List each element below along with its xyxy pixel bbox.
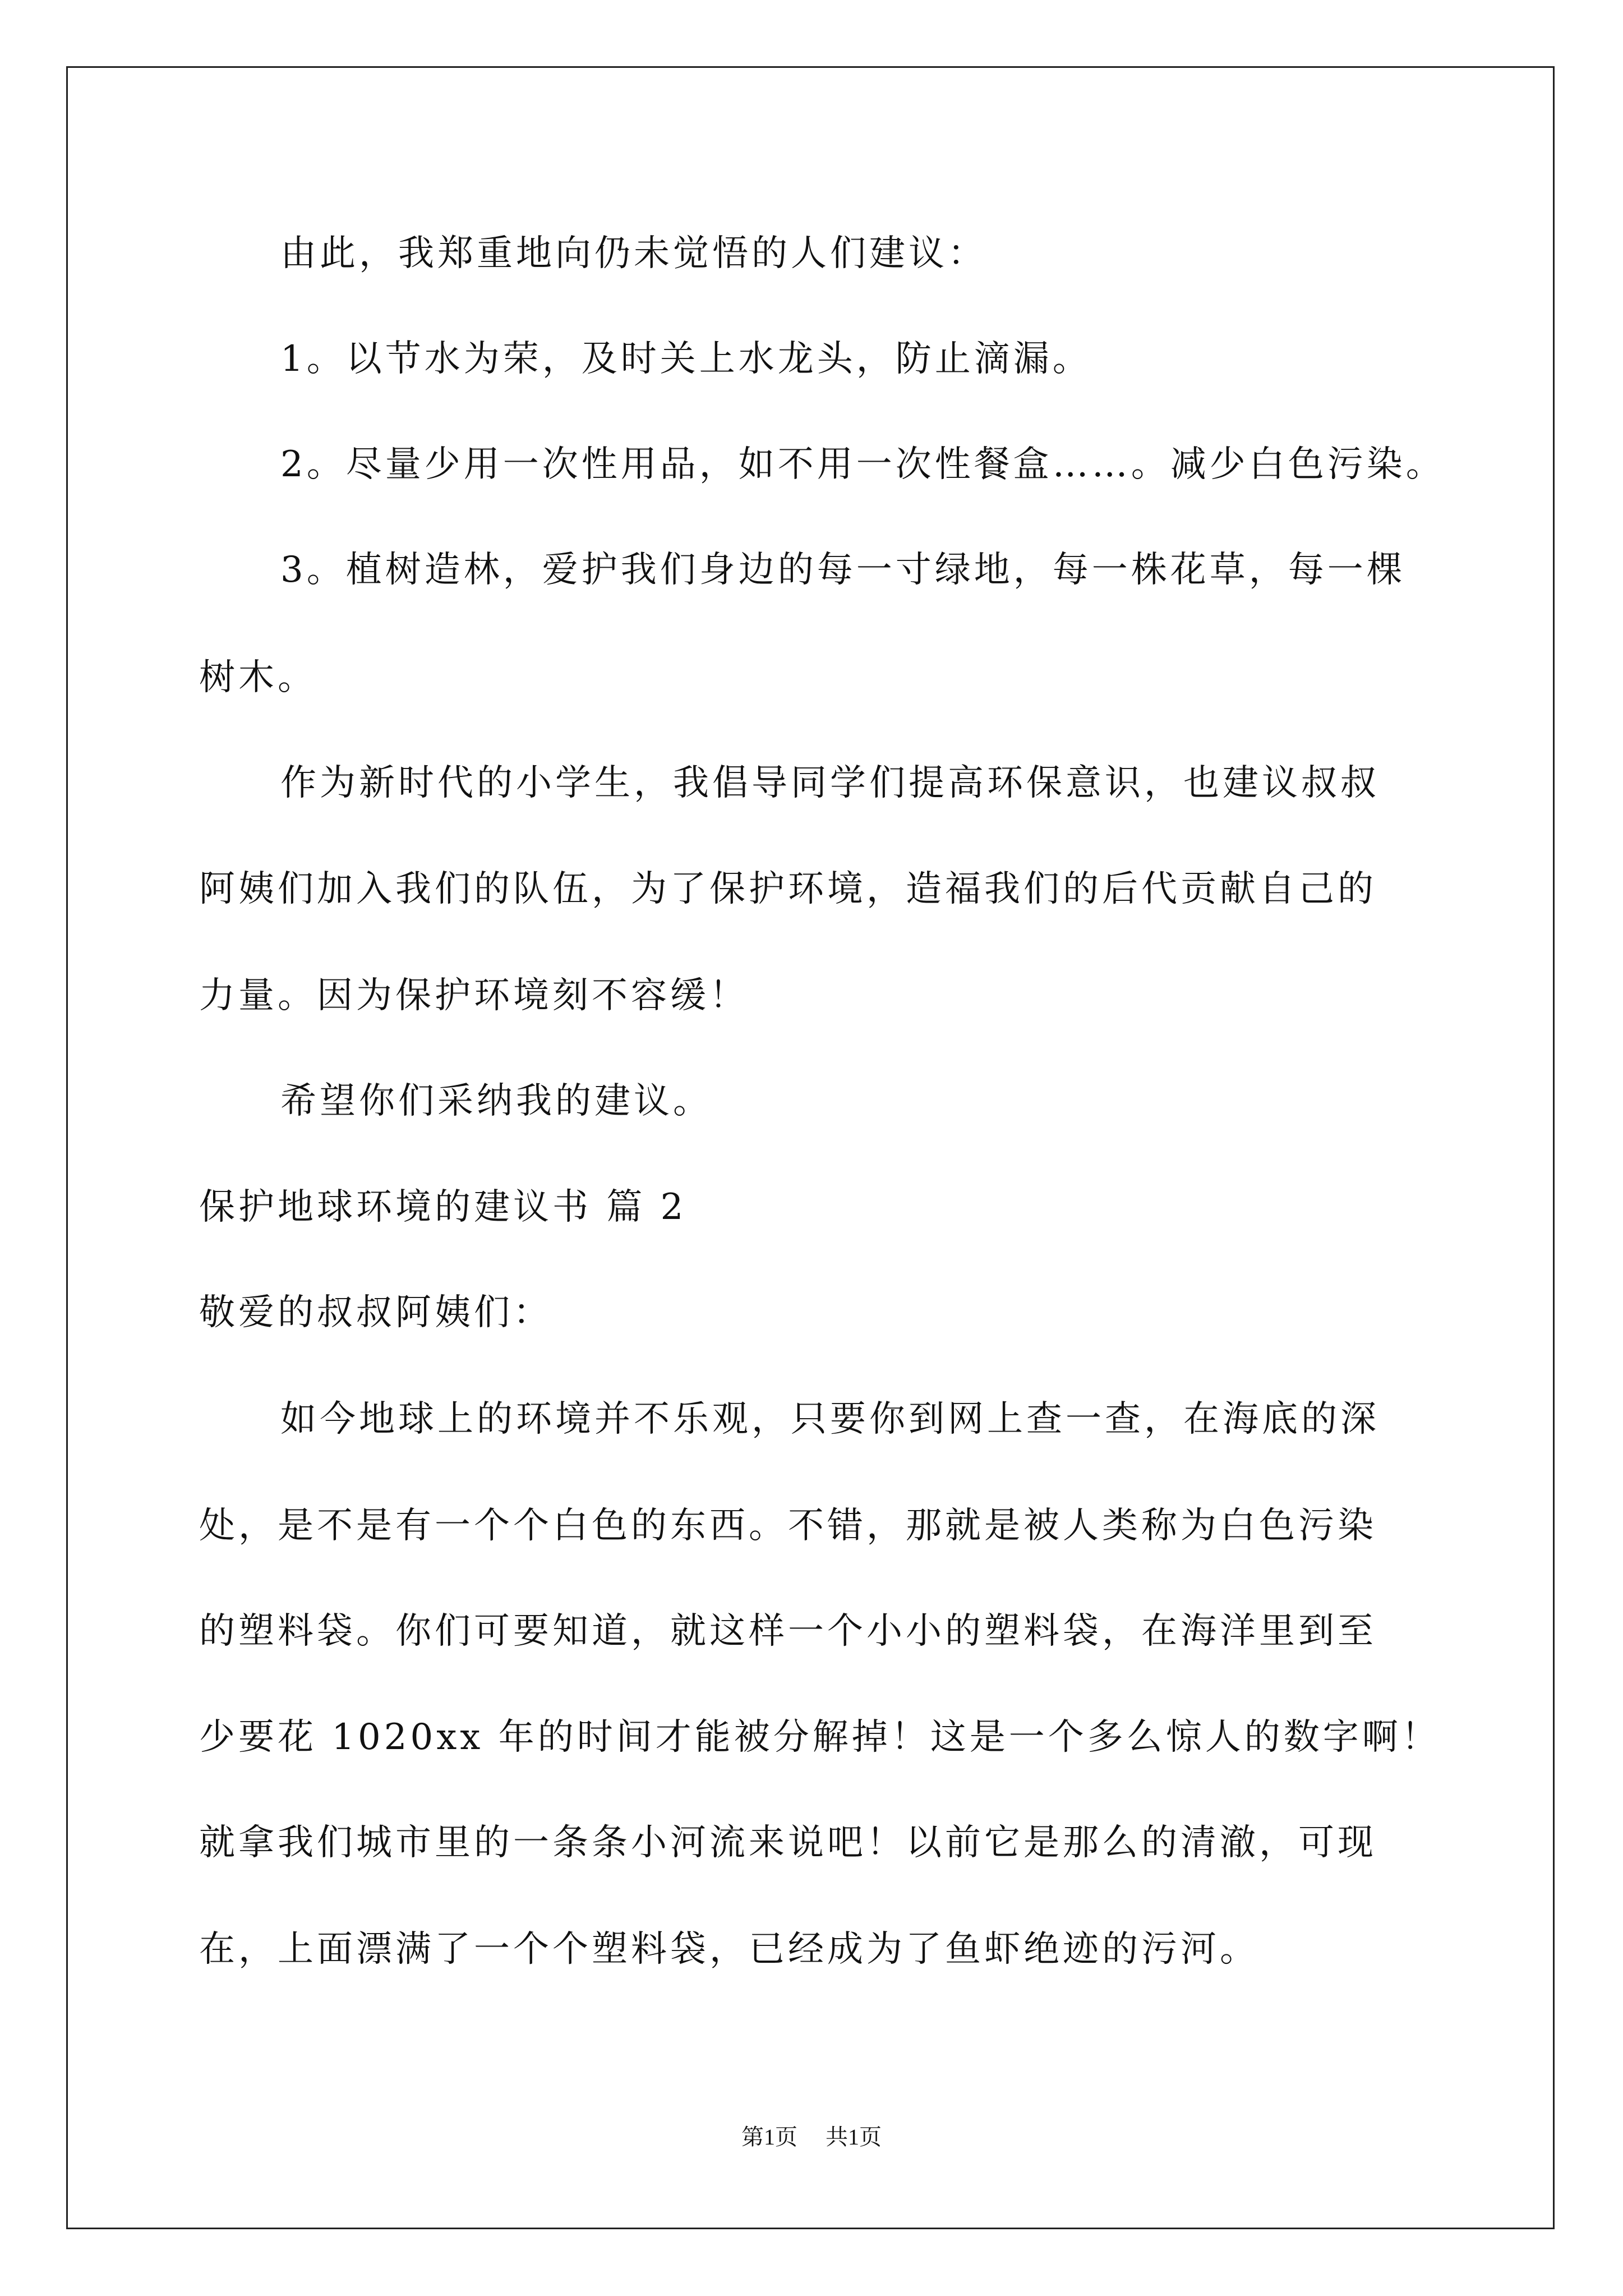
paragraph-line: 2。尽量少用一次性用品，如不用一次性餐盒……。减少白色污染。	[280, 444, 1445, 485]
paragraph-line: 由此，我郑重地向仍未觉悟的人们建议：	[280, 233, 987, 274]
paragraph-line: 3。植树造林，爱护我们身边的每一寸绿地，每一株花草，每一棵	[280, 549, 1406, 591]
salutation: 敬爱的叔叔阿姨们：	[199, 1292, 552, 1333]
paragraph-line: 树木。	[199, 657, 317, 698]
section-heading: 保护地球环境的建议书 篇 2	[199, 1186, 687, 1228]
paragraph-line: 处，是不是有一个个白色的东西。不错，那就是被人类称为白色污染	[199, 1505, 1377, 1547]
page-number: 第1页	[741, 2124, 797, 2150]
paragraph-line: 在，上面漂满了一个个塑料袋，已经成为了鱼虾绝迹的污河。	[199, 1929, 1259, 1970]
paragraph-line: 的塑料袋。你们可要知道，就这样一个小小的塑料袋，在海洋里到至	[199, 1611, 1377, 1652]
paragraph-line: 阿姨们加入我们的队伍，为了保护环境，造福我们的后代贡献自己的	[199, 868, 1377, 910]
paragraph-line: 1。以节水为荣，及时关上水龙头，防止滴漏。	[280, 338, 1092, 380]
page-footer	[0, 2123, 1623, 2151]
paragraph-line: 就拿我们城市里的一条条小河流来说吧！以前它是那么的清澈，可现	[199, 1822, 1377, 1864]
paragraph-line: 作为新时代的小学生，我倡导同学们提高环保意识，也建议叔叔	[280, 762, 1380, 804]
paragraph-line: 力量。因为保护环境刻不容缓！	[199, 975, 749, 1016]
page-border	[66, 66, 1555, 2229]
page-total: 共1页	[826, 2124, 882, 2150]
paragraph-line: 如今地球上的环境并不乐观，只要你到网上查一查，在海底的深	[280, 1398, 1380, 1440]
paragraph-line: 希望你们采纳我的建议。	[280, 1080, 712, 1122]
paragraph-line: 少要花 1020xx 年的时间才能被分解掉！这是一个多么惊人的数字啊！	[199, 1717, 1441, 1758]
